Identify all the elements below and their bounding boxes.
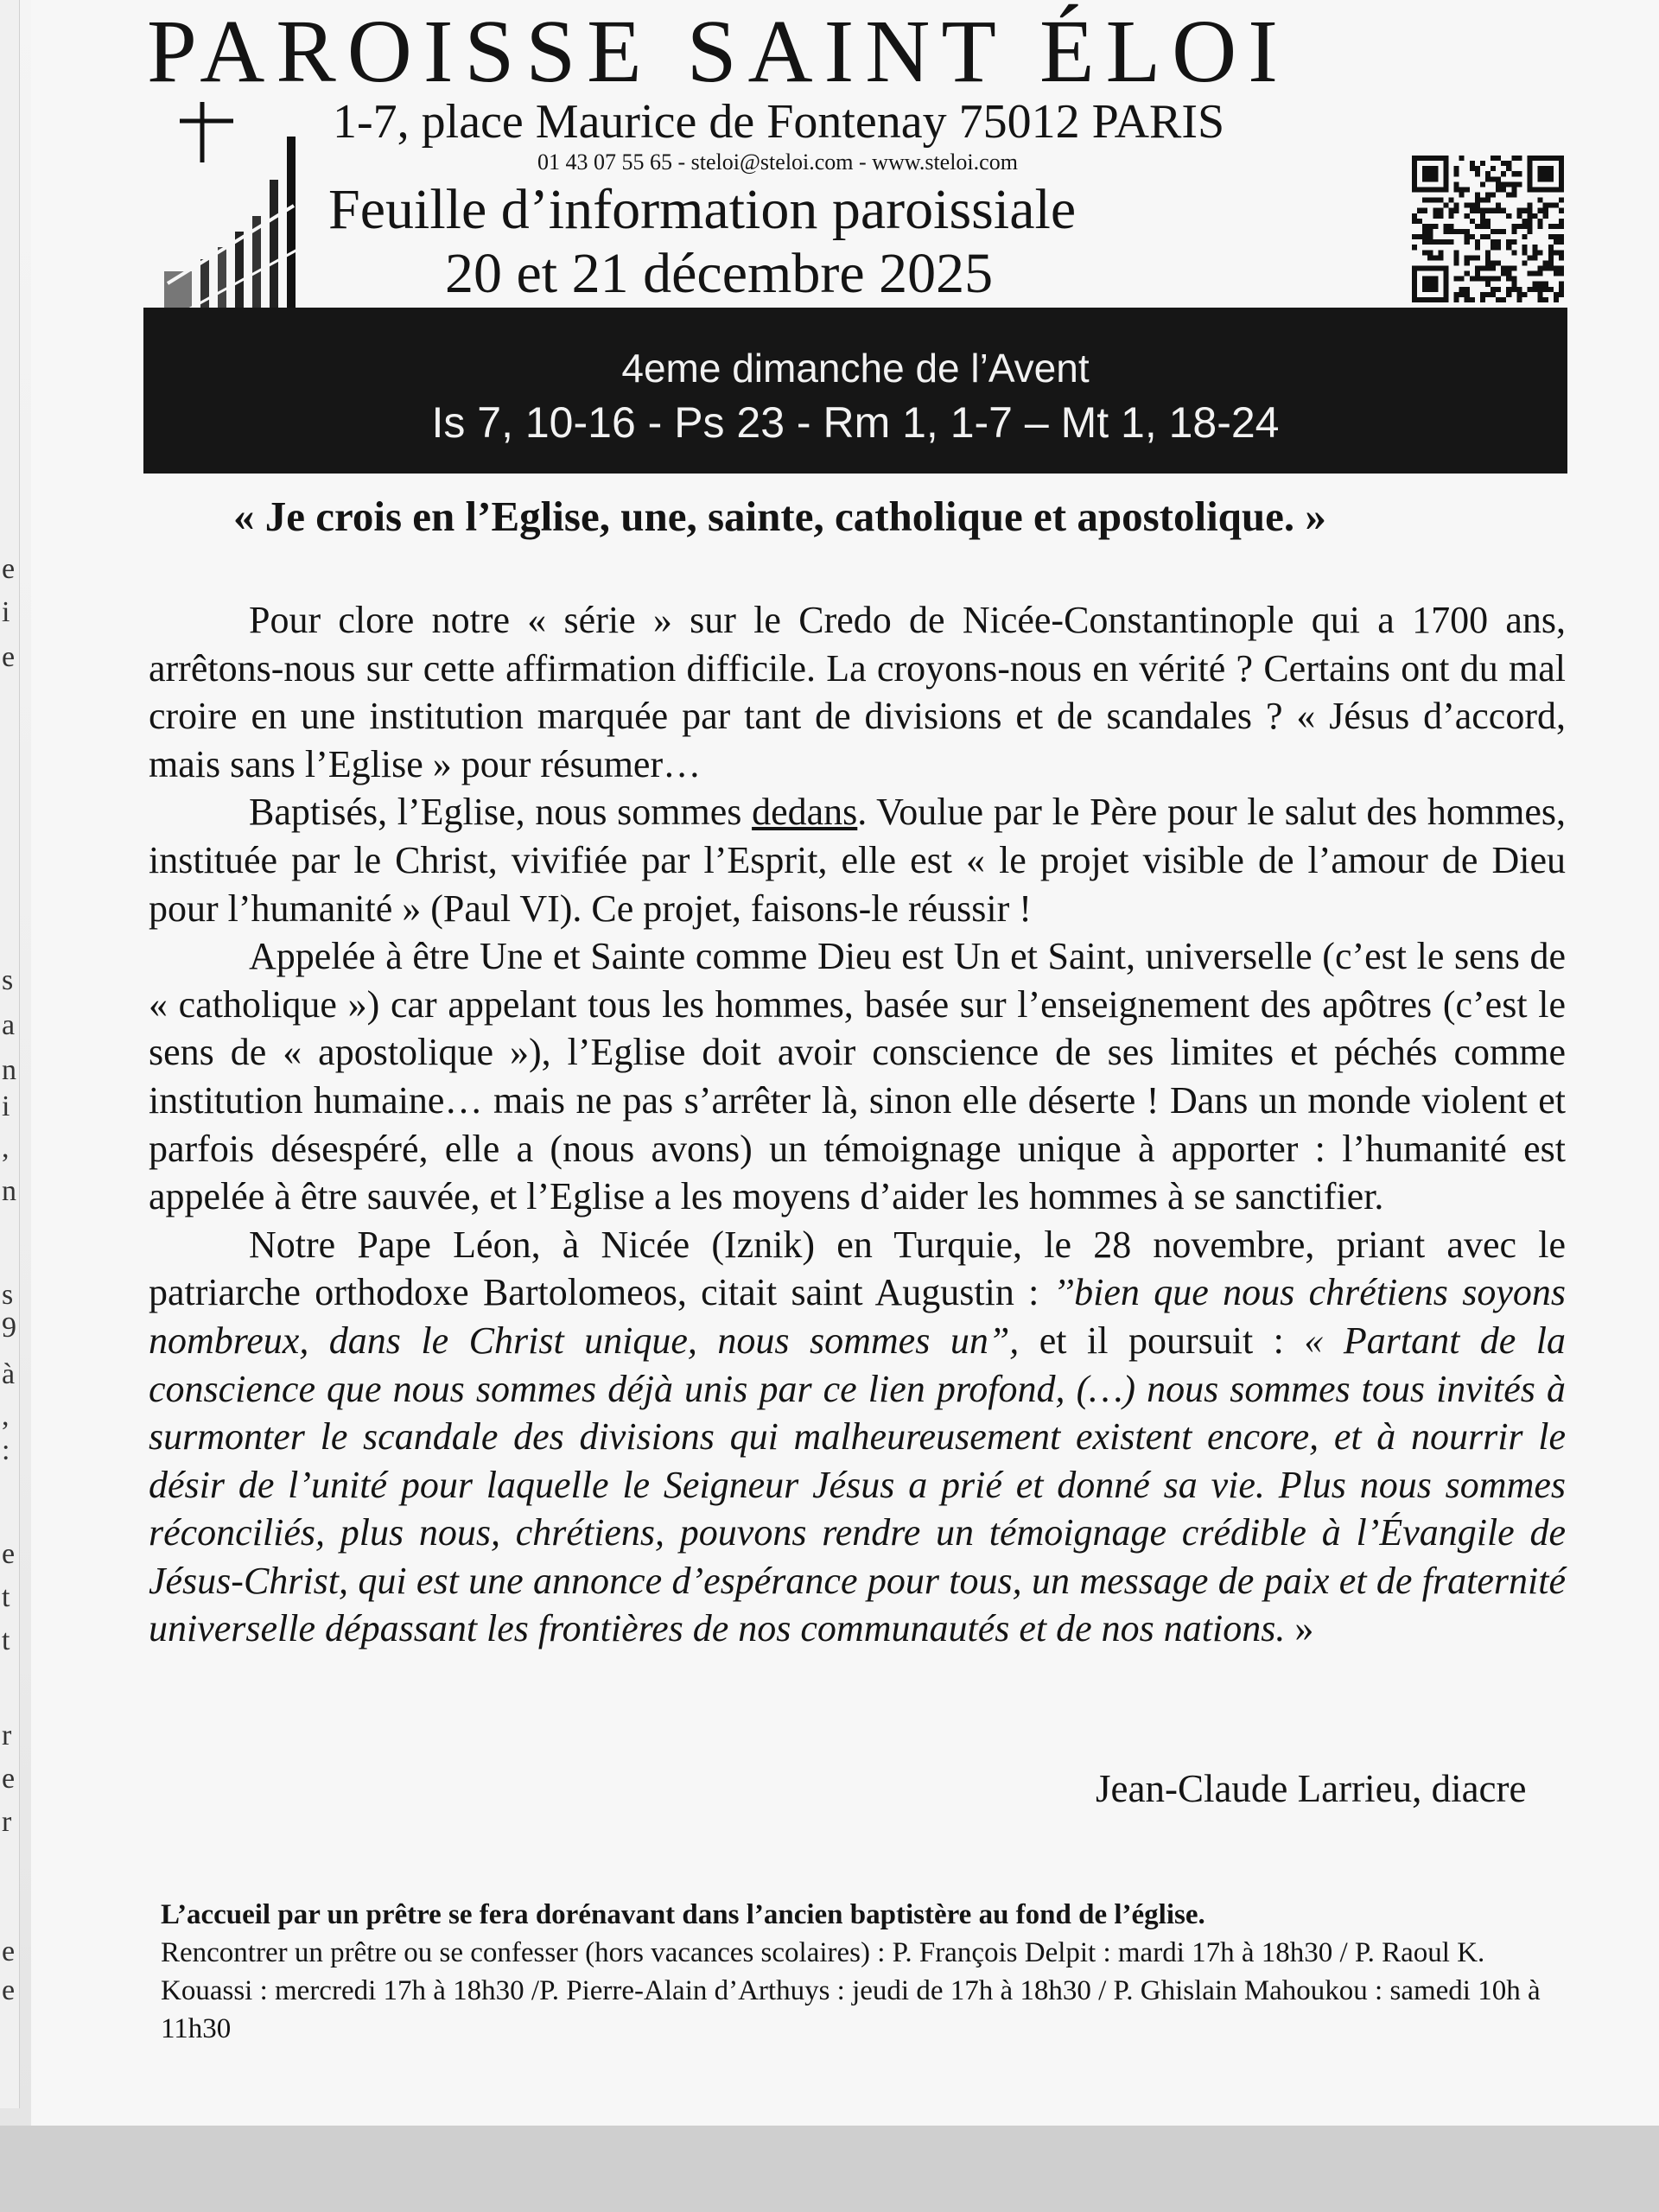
p2-underlined-word: dedans [752,791,858,834]
article-body [149,596,1566,1653]
margin-letter: i [2,1090,10,1122]
article-paragraph-2 [149,788,1566,932]
margin-letter: t [2,1624,10,1656]
article-paragraph-4 [149,1221,1566,1653]
margin-letter: : [2,1434,10,1466]
p4-end: » [1285,1607,1314,1650]
margin-letter: e [2,1936,16,1967]
sheet-title: Feuille d’information paroissiale [328,178,1077,241]
margin-letter: e [2,1538,16,1570]
footer-notice-text: Rencontrer un prêtre ou se confesser (hors vacances scolaires) : P. François Delpit : mardi 17h à 18h30 / P. Raoul K. Kouassi : mercredi 17h à 18h30 /P. Pierre-Alain d’Arthuys : jeudi de 17h à 18h30 / P. Ghislain Mahoukou : samedi 10h à 11h30 [161,1937,1541,2044]
p2-end: . Voulue par le Père pour le salut des hommes, instituée par le Christ, vivifiée par l’Esprit, elle est « le projet visible de l’amour de Dieu pour l’humanité » (Paul VI). Ce projet, faisons-le réussir ! [149,791,1566,930]
augustine-quote: ’’bien que nous chrétiens soyons nombreux, dans le Christ unique, nous sommes un”, [149,1271,1566,1362]
margin-letter: r [2,1719,12,1751]
footer-notice-bold: L’accueil par un prêtre se fera dorénavant dans l’ancien baptistère au fond de l’église. [161,1899,1205,1930]
margin-letter: 9 [2,1312,16,1344]
sheet-date: 20 et 21 décembre 2025 [445,242,994,305]
table-surface [0,2126,1659,2212]
readings-label: Is 7, 10-16 - Ps 23 - Rm 1, 1-7 – Mt 1, 18-24 [431,398,1280,447]
margin-letter: a [2,1009,16,1041]
margin-letter: , [2,1132,10,1164]
liturgy-banner [143,308,1567,474]
p4-start: Notre Pape Léon, à Nicée (Iznik) en Turquie, le 28 novembre, priant avec le patriarche orthodoxe Bartolomeos, citait saint Augustin : [149,1223,1566,1314]
margin-letter: e [2,1763,16,1795]
parish-address: 1-7, place Maurice de Fontenay 75012 PARIS [333,95,1225,149]
church-logo-icon [156,102,311,328]
margin-letter: e [2,641,16,673]
margin-letter: i [2,596,10,628]
margin-letter: s [2,964,14,996]
article-paragraph-3: Appelée à être Une et Sainte comme Dieu est Un et Saint, universelle (c’est le sens de « catholique ») car appelant tous les hommes, basée sur l’enseignement des apôtres (c’est le sens de « apostolique »), l’Eglise doit avoir conscience de ses limites et péchés comme institution humaine… mais ne pas s’arrêter là, sinon elle déserte ! Dans un monde violent et parfois désespéré, elle a (nous avons) un témoignage unique à apporter : l’humanité est appelée à être sauvée, et l’Eglise a les moyens d’aider les hommes à se sanctifier. [149,935,1566,1218]
parish-name: PAROISSE SAINT ÉLOI [147,2,1289,101]
margin-letter: s [2,1279,14,1311]
margin-letter: n [2,1175,16,1207]
margin-letter: t [2,1581,10,1613]
article-headline: « Je crois en l’Eglise, une, sainte, catholique et apostolique. » [233,493,1326,540]
margin-letter: e [2,553,16,585]
p2-start: Baptisés, l’Eglise, nous sommes [249,791,753,834]
pope-quote: « Partant de la conscience que nous sommes déjà unis par ce lien profond, (…) nous sommes tous invités à surmonter le scandale des divisions qui malheureusement existent encore, et à nourrir le désir de l’unité pour laquelle le Seigneur Jésus a prié et donné sa vie. Plus nous sommes réconciliés, plus nous, chrétiens, pouvons rendre un témoignage crédible à l’Évangile de Jésus-Christ, qui est une annonce d’espérance pour tous, un message de paix et de fraternité universelle dépassant les frontières de nos communautés et de nos nations. [149,1319,1567,1650]
article-paragraph-1: Pour clore notre « série » sur le Credo de Nicée-Constantinople qui a 1700 ans, arrêtons-nous sur cette affirmation difficile. La croyons-nous en vérité ? Certains ont du mal croire en une institution marquée par tant de divisions et de scandales ? « Jésus d’accord, mais sans l’Eglise » pour résumer… [149,599,1566,785]
parish-contact: 01 43 07 55 65 - steloi@steloi.com - www.steloi.com [537,149,1018,175]
adjacent-page-edge [0,0,20,2108]
margin-letter: , [2,1400,10,1432]
margin-letter: à [2,1358,16,1390]
margin-letter: e [2,1974,16,2006]
margin-letter: r [2,1806,12,1838]
article-signature: Jean-Claude Larrieu, diacre [1096,1767,1527,1810]
sunday-label: 4eme dimanche de l’Avent [621,346,1090,391]
qr-code-icon [1412,156,1564,302]
margin-letter: n [2,1054,16,1086]
p4-middle: et il poursuit : [1019,1319,1305,1362]
footer-notice [161,1896,1578,2048]
